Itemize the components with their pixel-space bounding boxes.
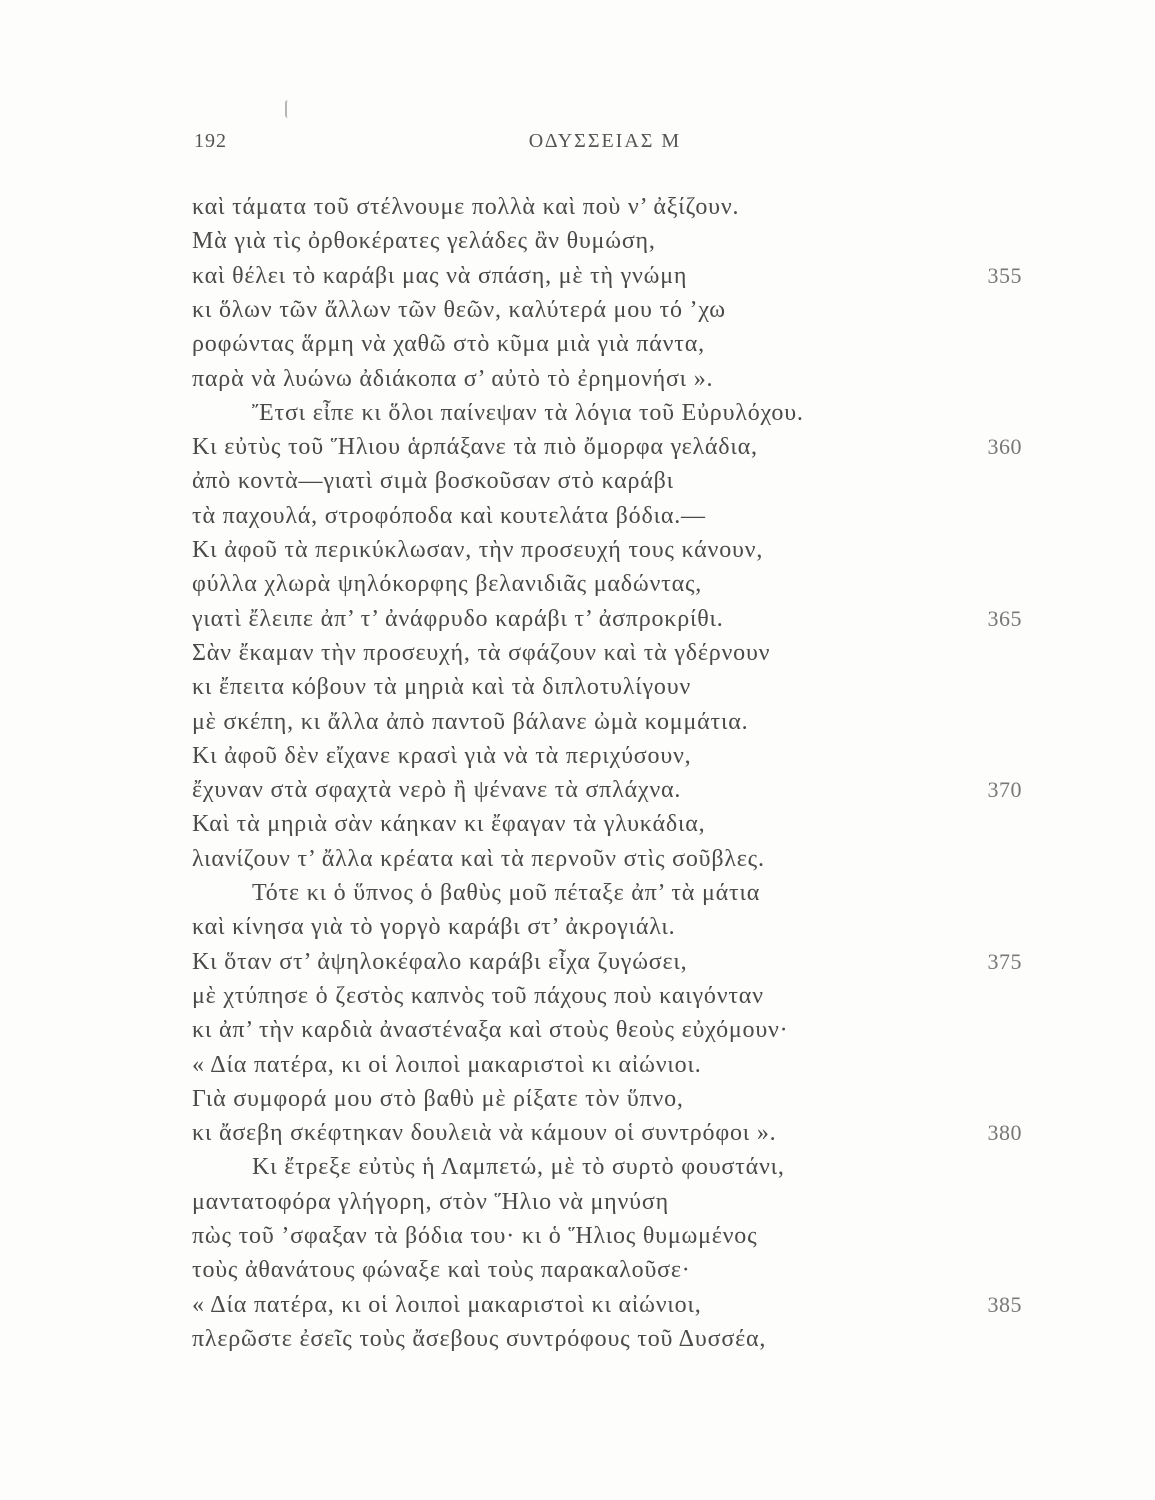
verse-text: γιατὶ ἔλειπε ἀπ’ τ’ ἀνάφρυδο καράβι τ’ ἀσπροκρίθι. xyxy=(192,605,724,632)
verse-line xyxy=(0,327,1155,361)
verse-text: ροφώντας ἅρμη νὰ χαθῶ στὸ κῦμα μιὰ γιὰ πάντα, xyxy=(192,331,705,358)
verse-text: τοὺς ἀθανάτους φώναξε καὶ τοὺς παρακαλοῦσε· xyxy=(192,1257,691,1284)
verse-line xyxy=(0,670,1155,704)
verse-text: καὶ θέλει τὸ καράβι μας νὰ σπάση, μὲ τὴ γνώμη xyxy=(192,262,688,289)
line-number: 370 xyxy=(987,777,1022,803)
verse-line xyxy=(0,190,1155,224)
verse-text: παρὰ νὰ λυώνω ἀδιάκοπα σ’ αὐτὸ τὸ ἐρημονήσι ». xyxy=(192,365,714,392)
verse-line xyxy=(0,1322,1155,1356)
verse-text: Κι ἀφοῦ δὲν εἴχανε κρασὶ γιὰ νὰ τὰ περιχύσουν, xyxy=(192,742,692,769)
verse-text: μὲ χτύπησε ὁ ζεστὸς καπνὸς τοῦ πάχους ποὺ καιγόνταν xyxy=(192,982,764,1009)
verse-text: πλερῶστε ἐσεῖς τοὺς ἄσεβους συντρόφους τοῦ Δυσσέα, xyxy=(192,1325,767,1352)
verse-line xyxy=(0,1288,1155,1322)
verse-line xyxy=(0,1253,1155,1287)
line-number: 385 xyxy=(987,1291,1022,1317)
verse-line xyxy=(0,1219,1155,1253)
verse-line xyxy=(0,979,1155,1013)
verse-line xyxy=(0,259,1155,293)
verse-text: Ἔτσι εἶπε κι ὅλοι παίνεψαν τὰ λόγια τοῦ Εὐρυλόχου. xyxy=(252,399,804,426)
verse-text: Τότε κι ὁ ὕπνος ὁ βαθὺς μοῦ πέταξε ἀπ’ τὰ μάτια xyxy=(252,880,761,906)
verse-text: κι ἄσεβη σκέφτηκαν δουλειὰ νὰ κάμουν οἱ συντρόφοι ». xyxy=(192,1120,777,1147)
line-number: 360 xyxy=(987,434,1022,460)
verse-text: Κι ἀφοῦ τὰ περικύκλωσαν, τὴν προσευχή τους κάνουν, xyxy=(192,537,764,563)
verse-line xyxy=(0,293,1155,327)
verse-line xyxy=(0,945,1155,979)
verse-line xyxy=(0,464,1155,498)
verse-line xyxy=(0,842,1155,876)
verse-text: « Δία πατέρα, κι οἱ λοιποὶ μακαριστοὶ κι αἰώνιοι. xyxy=(192,1051,702,1078)
verse-text: καὶ κίνησα γιὰ τὸ γοργὸ καράβι στ’ ἀκρογιάλι. xyxy=(192,914,676,941)
line-number: 355 xyxy=(987,262,1022,288)
verse-text: Κι εὐτὺς τοῦ Ἥλιου ἁρπάξανε τὰ πιὸ ὄμορφα γελάδια, xyxy=(192,434,758,461)
running-title: ΟΔΥΣΣΕΙΑΣ Μ xyxy=(528,130,682,152)
verse-text: Κι ἔτρεξε εὐτὺς ἡ Λαμπετώ, μὲ τὸ συρτὸ φουστάνι, xyxy=(252,1154,785,1181)
verse-line xyxy=(0,533,1155,567)
verse-line xyxy=(0,910,1155,944)
verse-line xyxy=(0,876,1155,910)
verse-line xyxy=(0,499,1155,533)
verse-text: φύλλα χλωρὰ ψηλόκορφης βελανιδιᾶς μαδώντας, xyxy=(192,571,703,598)
verse-line xyxy=(0,396,1155,430)
verse-line xyxy=(0,224,1155,258)
verse-text: ἀπὸ κοντὰ—γιατὶ σιμὰ βοσκοῦσαν στὸ καράβι xyxy=(192,468,674,495)
verse-line xyxy=(0,362,1155,396)
verse-line xyxy=(0,739,1155,773)
verse-text: μαντατοφόρα γλήγορη, στὸν Ἥλιο νὰ μηνύση xyxy=(192,1188,669,1215)
line-number: 365 xyxy=(987,605,1022,631)
verse-line xyxy=(0,1185,1155,1219)
verse-text: μὲ σκέπη, κι ἄλλα ἀπὸ παντοῦ βάλανε ὠμὰ κομμάτια. xyxy=(192,708,749,735)
verse-text: Γιὰ συμφορά μου στὸ βαθὺ μὲ ρίξατε τὸν ὕπνο, xyxy=(192,1085,684,1112)
verse-line xyxy=(0,1048,1155,1082)
verse-line xyxy=(0,1150,1155,1184)
verse-text: καὶ τάματα τοῦ στέλνουμε πολλὰ καὶ ποὺ ν’ ἀξίζουν. xyxy=(192,194,740,220)
verse-text: Μὰ γιὰ τὶς ὀρθοκέρατες γελάδες ἂν θυμώση, xyxy=(192,228,656,255)
verse-text: « Δία πατέρα, κι οἱ λοιποὶ μακαριστοὶ κι αἰώνιοι, xyxy=(192,1291,702,1318)
verse-line xyxy=(0,602,1155,636)
ink-smudge xyxy=(285,100,293,118)
verse-text: ἔχυναν στὰ σφαχτὰ νερὸ ἢ ψένανε τὰ σπλάχνα. xyxy=(192,777,682,804)
verse-text: κι ἀπ’ τὴν καρδιὰ ἀναστέναξα καὶ στοὺς θεοὺς εὐχόμουν· xyxy=(192,1017,789,1044)
verse-text: κι ὅλων τῶν ἄλλων τῶν θεῶν, καλύτερά μου τό ’χω xyxy=(192,296,726,323)
verse-line xyxy=(0,773,1155,807)
verse-line xyxy=(0,430,1155,464)
verse-line xyxy=(0,1013,1155,1047)
verse-line xyxy=(0,636,1155,670)
verse-line xyxy=(0,705,1155,739)
verse-line xyxy=(0,567,1155,601)
verse-line xyxy=(0,1082,1155,1116)
verse-text: Σὰν ἔκαμαν τὴν προσευχή, τὰ σφάζουν καὶ τὰ γδέρνουν xyxy=(192,639,771,666)
verse-text: πὼς τοῦ ’σφαξαν τὰ βόδια του· κι ὁ Ἥλιος θυμωμένος xyxy=(192,1223,758,1249)
verse-text: τὰ παχουλά, στροφόποδα καὶ κουτελάτα βόδια.— xyxy=(192,502,706,529)
verse-text: κι ἔπειτα κόβουν τὰ μηριὰ καὶ τὰ διπλοτυλίγουν xyxy=(192,674,692,701)
verse-line xyxy=(0,807,1155,841)
line-number: 375 xyxy=(987,948,1022,974)
line-number: 380 xyxy=(987,1120,1022,1146)
page-number: 192 xyxy=(194,130,227,152)
verse-text: Κι ὅταν στ’ ἀψηλοκέφαλο καράβι εἶχα ζυγώσει, xyxy=(192,948,688,975)
verse-text: λιανίζουν τ’ ἄλλα κρέατα καὶ τὰ περνοῦν στὶς σοῦβλες. xyxy=(192,845,765,872)
verse-line xyxy=(0,1116,1155,1150)
verse-text: Καὶ τὰ μηριὰ σὰν κάηκαν κι ἔφαγαν τὰ γλυκάδια, xyxy=(192,811,706,838)
